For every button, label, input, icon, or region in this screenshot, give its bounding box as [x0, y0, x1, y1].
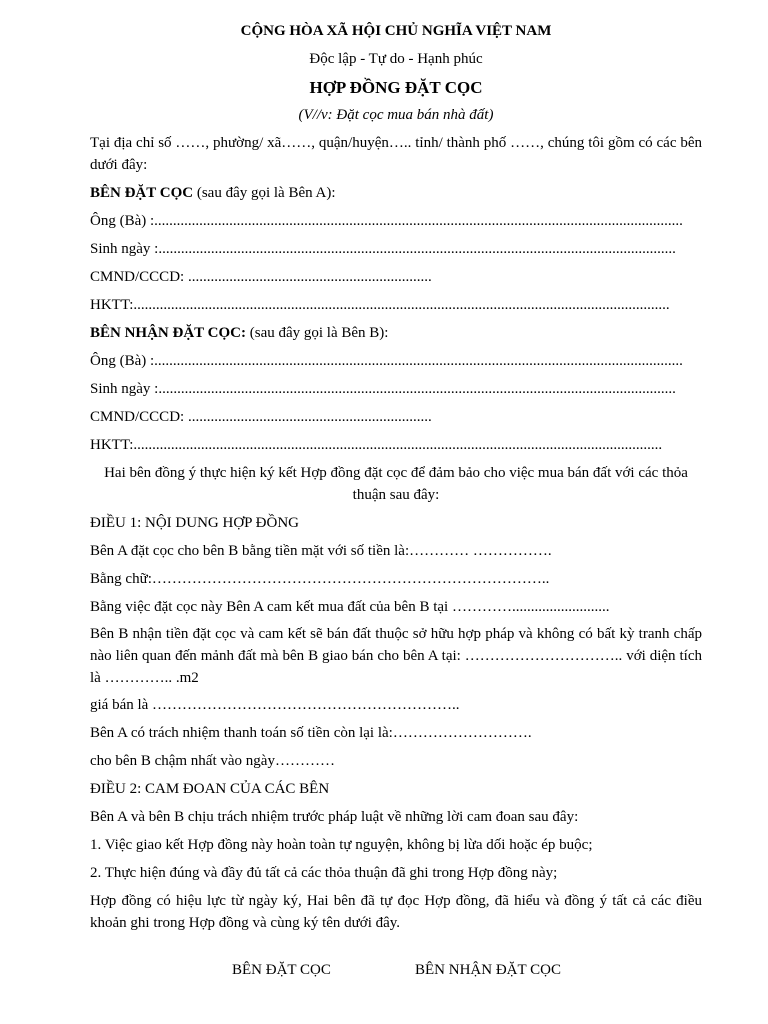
party-b-dob: Sinh ngày :.......................................................................................................................................... — [90, 381, 676, 397]
party-a-address: HKTT:............................................................................................................................................... — [90, 297, 670, 313]
article-1-title: ĐIỀU 1: NỘI DUNG HỢP ĐỒNG — [90, 515, 300, 531]
signature-party-b: BÊN NHẬN ĐẶT CỌC — [415, 962, 561, 978]
article-1-price: giá bán là …………………………………………………….. — [90, 697, 460, 713]
party-b-name: Ông (Bà) :............................................................................................................................................. — [90, 353, 683, 369]
party-a-heading-line — [90, 182, 702, 204]
document-subtitle: (V//v: Đặt cọc mua bán nhà đất) — [298, 107, 494, 123]
motto: Độc lập - Tự do - Hạnh phúc — [309, 51, 483, 67]
intro-paragraph: Tại địa chỉ số ……, phường/ xã……, quận/huyện….. tỉnh/ thành phố ……, chúng tôi gồm có các bên dưới đây: — [90, 135, 702, 173]
party-a-heading: BÊN ĐẶT CỌC — [90, 185, 194, 201]
article-1-deposit-amount: Bên A đặt cọc cho bên B bằng tiền mặt với số tiền là:………… ……………. — [90, 543, 552, 559]
document-title: HỢP ĐỒNG ĐẶT CỌC — [309, 78, 483, 97]
party-b-heading-line — [90, 322, 702, 344]
article-1-sale-commitment: Bên B nhận tiền đặt cọc và cam kết sẽ bán đất thuộc sở hữu hợp pháp và không có bất kỳ tranh chấp nào liên quan đến mảnh đất mà bên B giao bán cho bên A tại: ………………………….. với diện tích là ………….. .m2 — [90, 626, 702, 686]
party-b-id: CMND/CCCD: ................................................................. — [90, 409, 432, 425]
article-2-intro: Bên A và bên B chịu trách nhiệm trước pháp luật về những lời cam đoan sau đây: — [90, 809, 579, 825]
article-2-title: ĐIỀU 2: CAM ĐOAN CỦA CÁC BÊN — [90, 781, 330, 797]
article-2-item-2: 2. Thực hiện đúng và đầy đủ tất cả các thỏa thuận đã ghi trong Hợp đồng này; — [90, 865, 558, 881]
party-a-heading-suffix: (sau đây gọi là Bên A): — [193, 185, 336, 201]
party-b-address: HKTT:............................................................................................................................................. — [90, 437, 663, 453]
signature-party-a: BÊN ĐẶT CỌC — [232, 962, 331, 978]
document-body — [90, 20, 702, 934]
party-a-name: Ông (Bà) :............................................................................................................................................. — [90, 213, 683, 229]
article-2-item-1: 1. Việc giao kết Hợp đồng này hoàn toàn tự nguyện, không bị lừa dối hoặc ép buộc; — [90, 837, 593, 853]
party-b-heading-suffix: (sau đây gọi là Bên B): — [245, 325, 389, 341]
article-1-deadline: cho bên B chậm nhất vào ngày………… — [90, 753, 335, 769]
nation-header: CỘNG HÒA XÃ HỘI CHỦ NGHĨA VIỆT NAM — [240, 23, 552, 39]
agreement-intro: Hai bên đồng ý thực hiện ký kết Hợp đồng đặt cọc để đảm bảo cho việc mua bán đất với các thỏa thuận sau đây: — [104, 465, 688, 503]
party-b-heading: BÊN NHẬN ĐẶT CỌC: — [90, 325, 246, 341]
article-2-closing: Hợp đồng có hiệu lực từ ngày ký, Hai bên đã tự đọc Hợp đồng, đã hiểu và đồng ý tất cả các điều khoản ghi trong Hợp đồng và cùng ký tên dưới đây. — [90, 893, 702, 931]
article-1-remaining-payment: Bên A có trách nhiệm thanh toán số tiền còn lại là:………………………. — [90, 725, 532, 741]
party-a-id: CMND/CCCD: ................................................................. — [90, 269, 432, 285]
signature-row — [0, 958, 768, 982]
article-1-purchase-commitment: Bằng việc đặt cọc này Bên A cam kết mua đất của bên B tại ………….......................... — [90, 599, 610, 615]
article-1-amount-in-words: Bằng chữ:…………………………………………………………………….. — [90, 571, 550, 587]
party-a-dob: Sinh ngày :.......................................................................................................................................... — [90, 241, 676, 257]
